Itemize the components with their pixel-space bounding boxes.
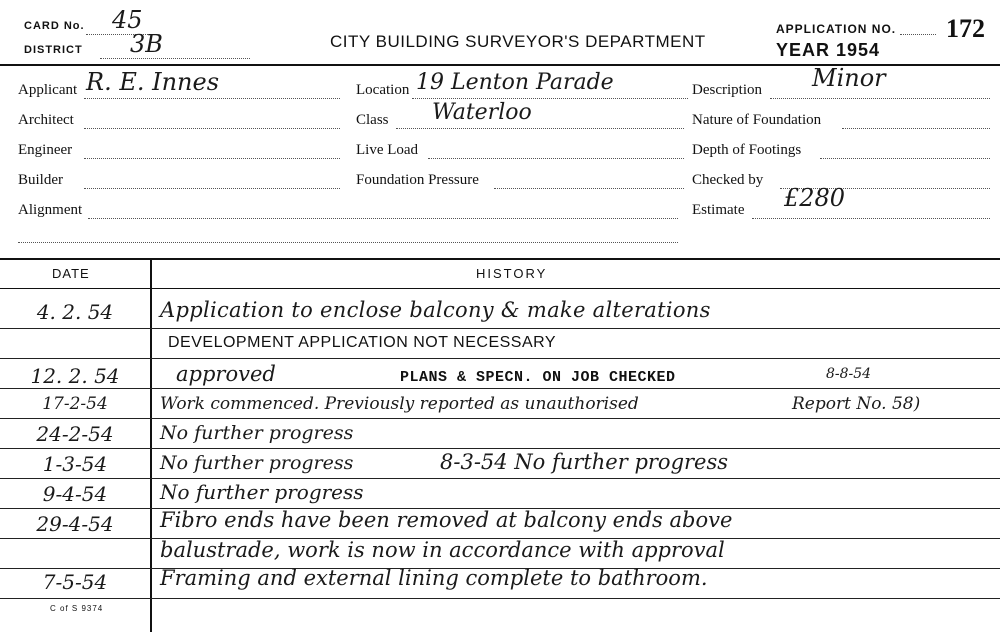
application-no-value: 172 bbox=[946, 14, 985, 43]
history-header: HISTORY bbox=[476, 266, 548, 281]
builder-label: Builder bbox=[18, 172, 63, 188]
class-label: Class bbox=[356, 112, 389, 128]
history-entry: No further progress bbox=[160, 422, 354, 444]
history-signature-date: 8-8-54 bbox=[826, 366, 872, 382]
history-date: 7-5-54 bbox=[42, 570, 108, 594]
history-entry: Framing and external lining complete to bathroom. bbox=[160, 566, 708, 590]
location-label: Location bbox=[356, 82, 410, 98]
history-date: 1-3-54 bbox=[42, 452, 108, 476]
depth-of-footings-label: Depth of Footings bbox=[692, 142, 802, 158]
description-label: Description bbox=[692, 82, 762, 98]
history-entry: Application to enclose balcony & make alterations bbox=[160, 298, 711, 322]
history-date: 9-4-54 bbox=[42, 482, 108, 506]
location-value: 19 Lenton Parade bbox=[416, 70, 614, 95]
class-value: Waterloo bbox=[432, 100, 532, 125]
estimate-value: £280 bbox=[784, 184, 846, 212]
applicant-label: Applicant bbox=[18, 82, 78, 98]
print-code: C of S 9374 bbox=[50, 604, 104, 613]
application-no-label: APPLICATION NO. bbox=[776, 22, 897, 36]
history-entry-typed: DEVELOPMENT APPLICATION NOT NECESSARY bbox=[168, 334, 557, 351]
history-entry: balustrade, work is now in accordance with approval bbox=[160, 538, 725, 562]
card-no-label: CARD No. bbox=[24, 20, 85, 32]
history-date: 29-4-54 bbox=[36, 512, 114, 536]
history-entry-stamp: PLANS & SPECN. ON JOB CHECKED bbox=[400, 369, 676, 386]
estimate-label: Estimate bbox=[692, 202, 745, 218]
history-entry: No further progress bbox=[160, 480, 364, 504]
checked-by-label: Checked by bbox=[692, 172, 764, 188]
history-entry: Work commenced. Previously reported as unauthorised bbox=[160, 394, 639, 414]
nature-of-foundation-label: Nature of Foundation bbox=[692, 112, 822, 128]
district-label: DISTRICT bbox=[24, 44, 83, 56]
live-load-label: Live Load bbox=[356, 142, 419, 158]
district-value: 3B bbox=[130, 30, 163, 58]
history-date: 12. 2. 54 bbox=[30, 364, 120, 388]
date-header: DATE bbox=[52, 266, 90, 281]
architect-label: Architect bbox=[18, 112, 74, 128]
history-date: 4. 2. 54 bbox=[36, 300, 114, 324]
date-column-divider bbox=[150, 258, 152, 632]
foundation-pressure-label: Foundation Pressure bbox=[356, 172, 479, 188]
applicant-value: R. E. Innes bbox=[86, 68, 220, 96]
history-entry: approved bbox=[176, 362, 276, 386]
history-entry-extra: 8-3-54 No further progress bbox=[440, 450, 729, 474]
engineer-label: Engineer bbox=[18, 142, 73, 158]
year-label: YEAR 1954 bbox=[776, 40, 881, 60]
history-date: 17-2-54 bbox=[42, 394, 108, 414]
alignment-label: Alignment bbox=[18, 202, 83, 218]
card-no-value: 45 bbox=[112, 6, 143, 34]
description-value: Minor bbox=[812, 64, 886, 92]
history-entry: No further progress bbox=[160, 452, 354, 474]
history-entry: Fibro ends have been removed at balcony ends above bbox=[160, 508, 733, 532]
history-note: Report No. 58) bbox=[792, 394, 921, 414]
history-date: 24-2-54 bbox=[36, 422, 114, 446]
department-title: CITY BUILDING SURVEYOR'S DEPARTMENT bbox=[330, 32, 706, 51]
